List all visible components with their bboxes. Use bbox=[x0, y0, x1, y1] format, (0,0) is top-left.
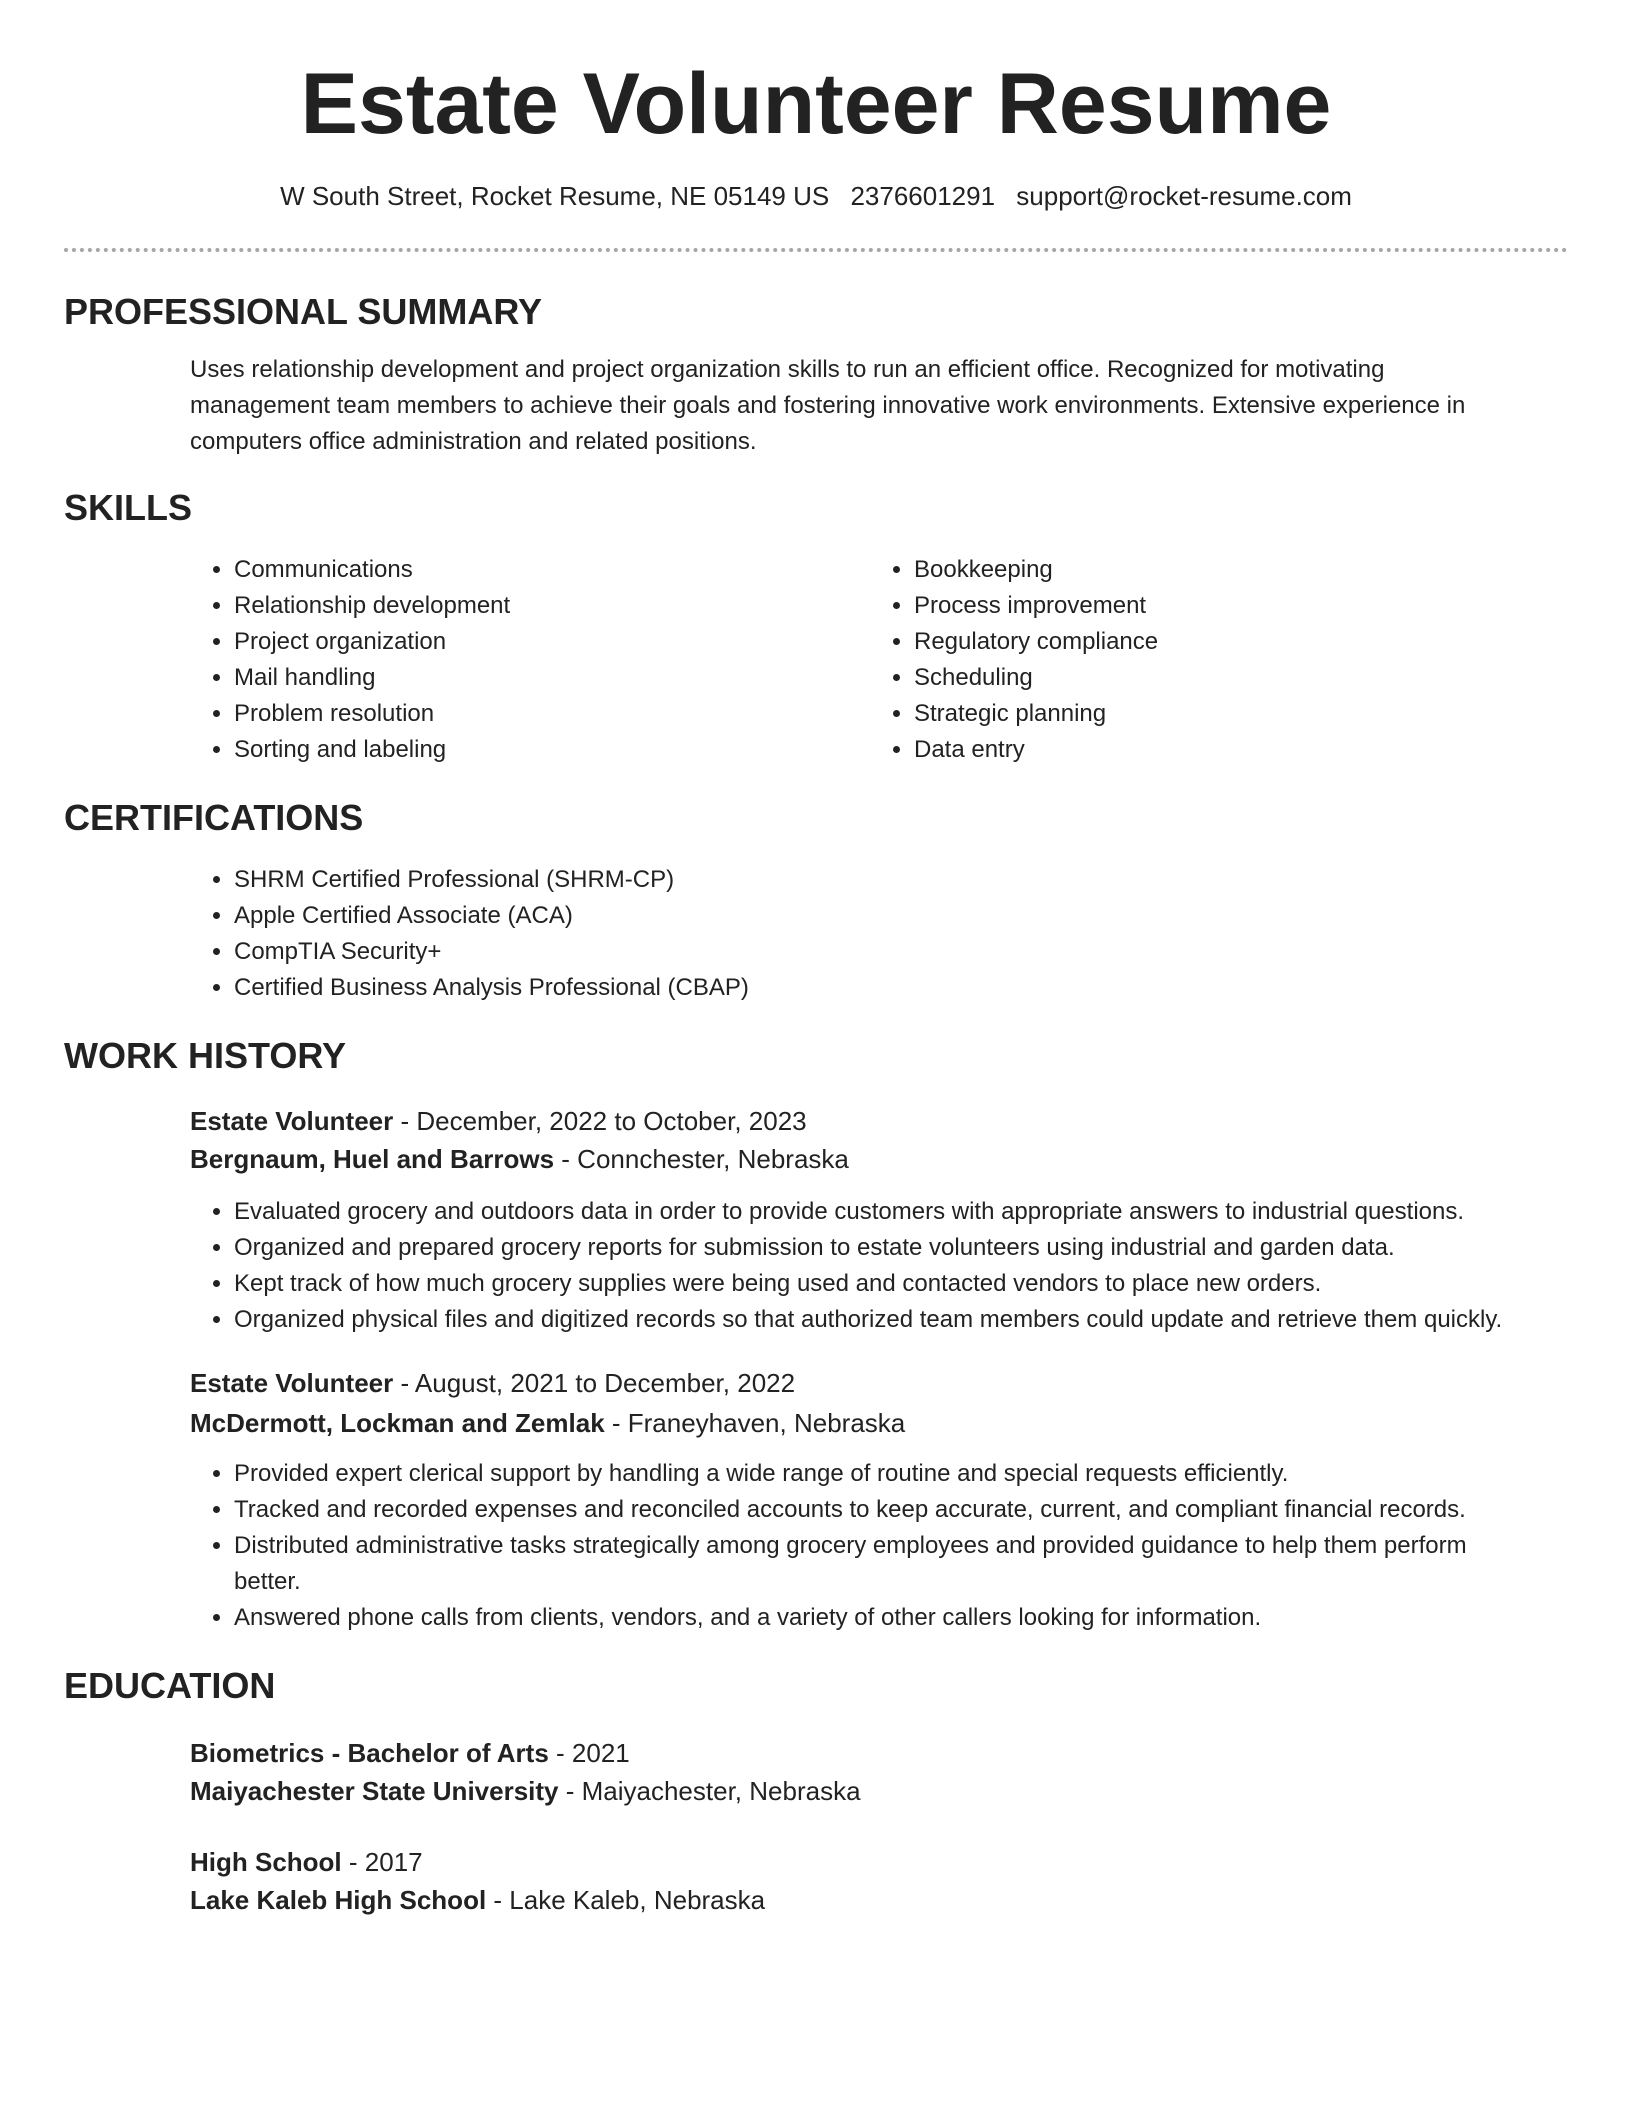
job-title: Estate Volunteer bbox=[190, 1368, 394, 1398]
skills-column-left bbox=[190, 552, 870, 768]
job-dates: - December, 2022 to October, 2023 bbox=[393, 1106, 807, 1136]
education-school: Maiyachester State University bbox=[190, 1776, 559, 1806]
certification-item: • Certified Business Analysis Professional (CBAP) bbox=[234, 970, 1568, 1006]
job-title-line bbox=[190, 1364, 1568, 1402]
summary-line: management team members to achieve their goals and fostering innovative work environments. Extensive experience in bbox=[190, 392, 1466, 419]
skill-item: • Strategic planning bbox=[914, 696, 1550, 732]
job-company-line bbox=[190, 1140, 1568, 1178]
summary-line: computers office administration and related positions. bbox=[190, 428, 757, 455]
education-location: - Lake Kaleb, Nebraska bbox=[486, 1885, 766, 1915]
job-bullet: • Distributed administrative tasks strategically among grocery employees and provided guidance to help them perform better. bbox=[234, 1528, 1568, 1600]
skill-item: • Regulatory compliance bbox=[914, 624, 1550, 660]
job-bullet: • Provided expert clerical support by handling a wide range of routine and special requests efficiently. bbox=[234, 1456, 1568, 1492]
education-school: Lake Kaleb High School bbox=[190, 1885, 487, 1915]
certification-item: • Apple Certified Associate (ACA) bbox=[234, 898, 1568, 934]
job-entry bbox=[190, 1364, 1568, 1636]
work-heading: WORK HISTORY bbox=[64, 1035, 347, 1076]
skill-item: • Scheduling bbox=[914, 660, 1550, 696]
skill-item: • Problem resolution bbox=[234, 696, 870, 732]
education-year: - 2021 bbox=[548, 1738, 630, 1768]
resume-title: Estate Volunteer Resume bbox=[300, 56, 1332, 152]
job-title-line bbox=[190, 1102, 1568, 1140]
certification-item: • SHRM Certified Professional (SHRM-CP) bbox=[234, 862, 1568, 898]
certifications-heading: CERTIFICATIONS bbox=[64, 797, 364, 838]
skill-item: • Mail handling bbox=[234, 660, 870, 696]
education-entry bbox=[190, 1734, 1568, 1810]
skills-column-right bbox=[870, 552, 1550, 768]
summary-section bbox=[64, 290, 1568, 460]
skill-item: • Communications bbox=[234, 552, 870, 588]
contact-address: W South Street, Rocket Resume, NE 05149 US bbox=[280, 181, 830, 211]
job-location: - Connchester, Nebraska bbox=[554, 1144, 849, 1174]
job-entry bbox=[190, 1102, 1568, 1338]
education-entry bbox=[190, 1843, 1568, 1919]
education-degree-line bbox=[190, 1843, 1568, 1881]
job-title: Estate Volunteer bbox=[190, 1106, 394, 1136]
certifications-section bbox=[64, 796, 1568, 1006]
education-heading: EDUCATION bbox=[64, 1665, 276, 1706]
education-year: - 2017 bbox=[341, 1847, 423, 1877]
summary-line: Uses relationship development and project organization skills to run an efficient office. Recognized for motivating bbox=[190, 356, 1385, 383]
job-location: - Franeyhaven, Nebraska bbox=[604, 1408, 906, 1438]
skill-item: • Bookkeeping bbox=[914, 552, 1550, 588]
contact-phone: 2376601291 bbox=[850, 181, 996, 211]
skill-item: • Project organization bbox=[234, 624, 870, 660]
work-section bbox=[64, 1034, 1568, 1636]
education-section bbox=[64, 1664, 1568, 1919]
job-company: Bergnaum, Huel and Barrows bbox=[190, 1144, 555, 1174]
skill-item: • Relationship development bbox=[234, 588, 870, 624]
education-degree: Biometrics - Bachelor of Arts bbox=[190, 1738, 549, 1768]
education-degree-line bbox=[190, 1734, 1568, 1772]
job-bullet: • Evaluated grocery and outdoors data in order to provide customers with appropriate answers to industrial questions. bbox=[234, 1194, 1568, 1230]
job-dates: - August, 2021 to December, 2022 bbox=[393, 1368, 796, 1398]
job-bullet: • Answered phone calls from clients, vendors, and a variety of other callers looking for information. bbox=[234, 1600, 1568, 1636]
job-company: McDermott, Lockman and Zemlak bbox=[190, 1408, 605, 1438]
summary-text bbox=[190, 352, 1568, 460]
skills-heading: SKILLS bbox=[64, 487, 193, 528]
education-school-line bbox=[190, 1881, 1568, 1919]
job-bullet: • Kept track of how much grocery supplies were being used and contacted vendors to place new orders. bbox=[234, 1266, 1568, 1302]
skill-item: • Sorting and labeling bbox=[234, 732, 870, 768]
skill-item: • Data entry bbox=[914, 732, 1550, 768]
summary-heading: PROFESSIONAL SUMMARY bbox=[64, 291, 543, 332]
header-divider bbox=[64, 248, 1568, 252]
skill-item: • Process improvement bbox=[914, 588, 1550, 624]
education-location: - Maiyachester, Nebraska bbox=[558, 1776, 861, 1806]
education-degree: High School bbox=[190, 1847, 342, 1877]
skills-section bbox=[64, 486, 1568, 768]
certification-item: • CompTIA Security+ bbox=[234, 934, 1568, 970]
education-school-line bbox=[190, 1772, 1568, 1810]
job-company-line bbox=[190, 1404, 1568, 1442]
job-bullet: • Organized and prepared grocery reports for submission to estate volunteers using industrial and garden data. bbox=[234, 1230, 1568, 1266]
job-bullet: • Tracked and recorded expenses and reconciled accounts to keep accurate, current, and compliant financial records. bbox=[234, 1492, 1568, 1528]
contact-email: support@rocket-resume.com bbox=[1016, 181, 1352, 211]
job-bullet: • Organized physical files and digitized records so that authorized team members could update and retrieve them quickly. bbox=[234, 1302, 1568, 1338]
contact-line bbox=[64, 178, 1568, 214]
